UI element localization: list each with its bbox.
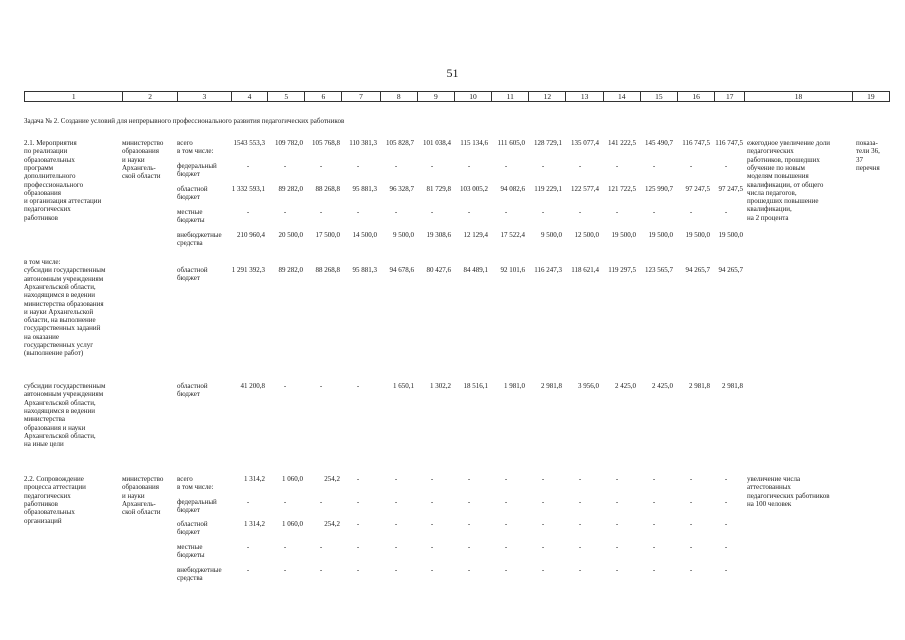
subsidy-name: субсидии государственным bbox=[24, 266, 106, 275]
header-col-2: 2 bbox=[123, 92, 177, 102]
subsidy-name: государственных заданий bbox=[24, 324, 101, 333]
value-cell: 121 722,5 bbox=[608, 185, 636, 193]
subsidy-name: министерства bbox=[24, 415, 65, 424]
value-cell: 20 500,0 bbox=[278, 231, 303, 239]
value-cell: 12 500,0 bbox=[574, 231, 599, 239]
measure-name: 2.1. Мероприятия bbox=[24, 139, 77, 147]
value-cell: - bbox=[615, 208, 619, 216]
value-cell: - bbox=[578, 208, 582, 216]
value-cell: 2 425,0 bbox=[652, 382, 673, 390]
funding-source-label: внебюджетные bbox=[177, 566, 222, 574]
value-cell: - bbox=[246, 162, 250, 170]
measure-name: по реализации bbox=[24, 147, 68, 156]
subsidy-name: находящимся в ведении bbox=[24, 406, 96, 415]
value-cell: - bbox=[578, 543, 582, 551]
value-cell: - bbox=[356, 475, 360, 483]
measure-name: образовательных bbox=[24, 155, 75, 164]
header-col-18: 18 bbox=[745, 92, 852, 102]
measure-name: процесса аттестации bbox=[24, 483, 86, 492]
value-cell: - bbox=[467, 566, 471, 574]
header-col-15: 15 bbox=[640, 92, 677, 102]
subsidy-name: министерства образования bbox=[24, 299, 104, 308]
value-cell: 109 782,0 bbox=[275, 139, 303, 147]
value-cell: - bbox=[689, 208, 693, 216]
value-cell: 116 247,3 bbox=[534, 266, 562, 274]
value-cell: - bbox=[356, 566, 360, 574]
value-cell: 96 328,7 bbox=[389, 185, 414, 193]
page-number: 51 bbox=[446, 66, 459, 80]
value-cell: - bbox=[689, 498, 693, 506]
header-col-12: 12 bbox=[529, 92, 566, 102]
value-cell: - bbox=[578, 520, 582, 528]
value-cell: 123 565,7 bbox=[645, 266, 673, 274]
value-cell: - bbox=[467, 208, 471, 216]
header-col-10: 10 bbox=[454, 92, 491, 102]
value-cell: 14 500,0 bbox=[352, 231, 377, 239]
value-cell: 1 314,2 bbox=[244, 520, 265, 528]
value-cell: - bbox=[394, 208, 398, 216]
subsidy-name: субсидии государственным bbox=[24, 382, 106, 390]
executor: министерство bbox=[122, 139, 164, 147]
value-cell: 94 265,7 bbox=[718, 266, 743, 274]
value-cell: 210 960,4 bbox=[237, 231, 265, 239]
header-col-11: 11 bbox=[492, 92, 529, 102]
value-cell: 19 500,0 bbox=[648, 231, 673, 239]
executor: Архангель- bbox=[122, 163, 156, 172]
value-cell: - bbox=[430, 208, 434, 216]
value-cell: - bbox=[430, 566, 434, 574]
funding-source-label: бюджет bbox=[177, 274, 200, 283]
executor: ской области bbox=[122, 508, 161, 517]
value-cell: - bbox=[283, 208, 287, 216]
executor: Архангель- bbox=[122, 499, 156, 508]
indicator-ref: 37 bbox=[856, 155, 863, 164]
value-cell: - bbox=[541, 520, 545, 528]
value-cell: 88 268,8 bbox=[315, 266, 340, 274]
subsidy-name: и науки Архангельской bbox=[24, 307, 94, 316]
subsidy-name: (выполнение работ) bbox=[24, 349, 84, 358]
value-cell: 97 247,5 bbox=[685, 185, 710, 193]
value-cell: - bbox=[430, 475, 434, 483]
expected-result: прошедших повышение bbox=[747, 197, 819, 206]
value-cell: - bbox=[652, 543, 656, 551]
funding-source-label: областной bbox=[177, 266, 208, 274]
value-cell: 81 729,8 bbox=[426, 185, 451, 193]
value-cell: - bbox=[283, 382, 287, 390]
value-cell: - bbox=[652, 566, 656, 574]
header-col-8: 8 bbox=[380, 92, 417, 102]
executor: министерство bbox=[122, 475, 164, 483]
measure-name: и организация аттестации bbox=[24, 197, 102, 206]
value-cell: - bbox=[689, 520, 693, 528]
value-cell: - bbox=[283, 566, 287, 574]
value-cell: - bbox=[394, 543, 398, 551]
value-cell: 135 077,4 bbox=[571, 139, 599, 147]
value-cell: - bbox=[467, 498, 471, 506]
measure-name: профессионального bbox=[24, 180, 84, 189]
expected-result: квалификации, от общего bbox=[747, 180, 824, 189]
funding-source-label: всего bbox=[177, 139, 193, 147]
value-cell: - bbox=[724, 162, 728, 170]
value-cell: - bbox=[578, 475, 582, 483]
value-cell: - bbox=[430, 543, 434, 551]
value-cell: 2 981,8 bbox=[689, 382, 710, 390]
subsidy-name: Архангельской области, bbox=[24, 282, 96, 291]
value-cell: - bbox=[319, 162, 323, 170]
value-cell: 118 621,4 bbox=[571, 266, 599, 274]
value-cell: 94 678,6 bbox=[389, 266, 414, 274]
value-cell: 103 005,2 bbox=[460, 185, 488, 193]
value-cell: - bbox=[504, 208, 508, 216]
value-cell: 145 490,7 bbox=[645, 139, 673, 147]
funding-source-label: в том числе: bbox=[177, 483, 214, 492]
value-cell: - bbox=[541, 498, 545, 506]
value-cell: - bbox=[504, 566, 508, 574]
funding-source-label: бюджеты bbox=[177, 216, 205, 225]
expected-result: на 2 процента bbox=[747, 213, 789, 222]
value-cell: - bbox=[724, 208, 728, 216]
value-cell: - bbox=[578, 566, 582, 574]
expected-result: числа педагогов, bbox=[747, 188, 797, 197]
value-cell: 1 332 593,1 bbox=[231, 185, 265, 193]
value-cell: - bbox=[467, 520, 471, 528]
subsidy-name: области, на выполнение bbox=[24, 316, 96, 325]
value-cell: 17 522,4 bbox=[500, 231, 525, 239]
value-cell: - bbox=[724, 520, 728, 528]
expected-result: аттестованных bbox=[747, 483, 791, 492]
funding-source-label: бюджет bbox=[177, 528, 200, 537]
value-cell: - bbox=[246, 498, 250, 506]
expected-result: педагогических bbox=[747, 147, 794, 156]
value-cell: - bbox=[319, 566, 323, 574]
funding-source-label: средства bbox=[177, 239, 203, 248]
indicator-ref: показа- bbox=[856, 139, 878, 147]
column-number-header bbox=[24, 91, 890, 102]
value-cell: - bbox=[356, 520, 360, 528]
value-cell: - bbox=[541, 475, 545, 483]
value-cell: 89 282,0 bbox=[278, 266, 303, 274]
value-cell: 1 060,0 bbox=[282, 475, 303, 483]
indicator-ref: перечня bbox=[856, 163, 880, 172]
executor: ской области bbox=[122, 172, 161, 181]
value-cell: - bbox=[467, 475, 471, 483]
value-cell: - bbox=[319, 208, 323, 216]
funding-source-label: бюджеты bbox=[177, 551, 205, 560]
measure-name: дополнительного bbox=[24, 172, 76, 181]
value-cell: - bbox=[541, 543, 545, 551]
value-cell: - bbox=[652, 208, 656, 216]
subsidy-name: Архангельской области, bbox=[24, 398, 96, 407]
funding-source-label: федеральный bbox=[177, 162, 217, 170]
value-cell: 119 229,1 bbox=[534, 185, 562, 193]
value-cell: - bbox=[246, 543, 250, 551]
header-col-1: 1 bbox=[25, 92, 123, 102]
value-cell: - bbox=[541, 566, 545, 574]
value-cell: 94 265,7 bbox=[685, 266, 710, 274]
expected-result: обучение по новым bbox=[747, 163, 805, 172]
value-cell: - bbox=[615, 520, 619, 528]
value-cell: 1 981,0 bbox=[504, 382, 525, 390]
funding-source-label: местные bbox=[177, 543, 203, 551]
value-cell: - bbox=[246, 208, 250, 216]
value-cell: - bbox=[356, 543, 360, 551]
value-cell: 97 247,5 bbox=[718, 185, 743, 193]
value-cell: 254,2 bbox=[324, 520, 340, 528]
measure-name: работников bbox=[24, 213, 58, 222]
value-cell: 2 425,0 bbox=[615, 382, 636, 390]
funding-source-label: бюджет bbox=[177, 506, 200, 515]
value-cell: - bbox=[430, 498, 434, 506]
funding-source-label: областной bbox=[177, 520, 208, 528]
value-cell: 19 500,0 bbox=[611, 231, 636, 239]
funding-source-label: внебюджетные bbox=[177, 231, 222, 239]
funding-source-label: местные bbox=[177, 208, 203, 216]
value-cell: 116 747,5 bbox=[682, 139, 710, 147]
value-cell: - bbox=[394, 498, 398, 506]
executor: и науки bbox=[122, 491, 145, 500]
header-col-16: 16 bbox=[678, 92, 715, 102]
expected-result: на 100 человек bbox=[747, 499, 792, 508]
measure-name: 2.2. Сопровождение bbox=[24, 475, 84, 483]
value-cell: - bbox=[319, 498, 323, 506]
value-cell: 141 222,5 bbox=[608, 139, 636, 147]
header-col-5: 5 bbox=[268, 92, 305, 102]
value-cell: - bbox=[319, 382, 323, 390]
value-cell: - bbox=[615, 162, 619, 170]
funding-source-label: в том числе: bbox=[177, 147, 214, 156]
value-cell: 92 101,6 bbox=[500, 266, 525, 274]
measure-name: образовательных bbox=[24, 508, 75, 517]
expected-result: увеличение числа bbox=[747, 475, 801, 483]
funding-source-label: областной bbox=[177, 382, 208, 390]
task-title: Задача № 2. Создание условий для непрерывного профессионального развития педагогических работников bbox=[24, 117, 345, 125]
value-cell: - bbox=[652, 162, 656, 170]
value-cell: 105 768,8 bbox=[312, 139, 340, 147]
measure-name: образования bbox=[24, 188, 61, 197]
expected-result: квалификации, bbox=[747, 205, 792, 214]
value-cell: - bbox=[467, 543, 471, 551]
measure-name: педагогических bbox=[24, 205, 71, 214]
value-cell: 101 038,4 bbox=[423, 139, 451, 147]
measure-name: работников bbox=[24, 499, 58, 508]
header-col-14: 14 bbox=[603, 92, 640, 102]
value-cell: 80 427,6 bbox=[426, 266, 451, 274]
value-cell: 17 500,0 bbox=[315, 231, 340, 239]
value-cell: - bbox=[724, 475, 728, 483]
value-cell: - bbox=[615, 543, 619, 551]
value-cell: 89 282,0 bbox=[278, 185, 303, 193]
value-cell: 19 500,0 bbox=[685, 231, 710, 239]
value-cell: - bbox=[652, 520, 656, 528]
executor: и науки bbox=[122, 155, 145, 164]
value-cell: - bbox=[615, 498, 619, 506]
funding-source-label: бюджет bbox=[177, 390, 200, 399]
value-cell: - bbox=[356, 498, 360, 506]
expected-result: работников, прошедших bbox=[747, 155, 820, 164]
value-cell: - bbox=[430, 520, 434, 528]
value-cell: - bbox=[504, 162, 508, 170]
value-cell: - bbox=[394, 520, 398, 528]
value-cell: - bbox=[541, 208, 545, 216]
value-cell: - bbox=[504, 498, 508, 506]
subsidy-name: находящимся в ведении bbox=[24, 291, 96, 300]
subsidy-name: автономным учреждениям bbox=[24, 274, 104, 283]
value-cell: - bbox=[394, 566, 398, 574]
executor: образования bbox=[122, 147, 159, 156]
value-cell: - bbox=[504, 475, 508, 483]
value-cell: 128 729,1 bbox=[534, 139, 562, 147]
value-cell: - bbox=[689, 543, 693, 551]
value-cell: - bbox=[578, 162, 582, 170]
value-cell: - bbox=[319, 543, 323, 551]
value-cell: - bbox=[724, 498, 728, 506]
value-cell: - bbox=[578, 498, 582, 506]
value-cell: 84 489,1 bbox=[463, 266, 488, 274]
value-cell: 88 268,8 bbox=[315, 185, 340, 193]
measure-name: программ bbox=[24, 163, 54, 172]
value-cell: - bbox=[394, 162, 398, 170]
subsidy-name: образования и науки bbox=[24, 423, 86, 432]
executor: образования bbox=[122, 483, 159, 492]
header-col-13: 13 bbox=[566, 92, 603, 102]
value-cell: 254,2 bbox=[324, 475, 340, 483]
subsidy-name: на иные цели bbox=[24, 440, 64, 449]
value-cell: - bbox=[689, 475, 693, 483]
value-cell: 95 881,3 bbox=[352, 266, 377, 274]
value-cell: 125 990,7 bbox=[645, 185, 673, 193]
value-cell: 1 314,2 bbox=[244, 475, 265, 483]
subsidy-name: государственных услуг bbox=[24, 341, 94, 349]
value-cell: - bbox=[652, 498, 656, 506]
value-cell: - bbox=[724, 566, 728, 574]
header-col-19: 19 bbox=[852, 92, 889, 102]
subsidy-name: на оказание bbox=[24, 332, 59, 341]
funding-source-label: средства bbox=[177, 574, 203, 583]
header-col-9: 9 bbox=[417, 92, 454, 102]
value-cell: 1543 553,3 bbox=[233, 139, 265, 147]
funding-source-label: федеральный bbox=[177, 498, 217, 506]
expected-result: моделям повышения bbox=[747, 172, 809, 181]
value-cell: 1 302,2 bbox=[430, 382, 451, 390]
funding-source-label: бюджет bbox=[177, 193, 200, 202]
value-cell: 9 500,0 bbox=[541, 231, 562, 239]
value-cell: - bbox=[394, 475, 398, 483]
value-cell: 119 297,5 bbox=[608, 266, 636, 274]
expected-result: ежегодное увеличение доли bbox=[747, 139, 830, 147]
value-cell: 110 381,3 bbox=[349, 139, 377, 147]
measure-name: организаций bbox=[24, 516, 62, 525]
value-cell: - bbox=[689, 566, 693, 574]
value-cell: 122 577,4 bbox=[571, 185, 599, 193]
value-cell: 18 516,1 bbox=[463, 382, 488, 390]
value-cell: - bbox=[724, 543, 728, 551]
indicator-ref: тели 36, bbox=[856, 147, 880, 156]
value-cell: - bbox=[541, 162, 545, 170]
header-col-6: 6 bbox=[305, 92, 342, 102]
value-cell: - bbox=[467, 162, 471, 170]
value-cell: 3 956,0 bbox=[578, 382, 599, 390]
value-cell: 9 500,0 bbox=[393, 231, 414, 239]
value-cell: 2 981,8 bbox=[541, 382, 562, 390]
value-cell: 95 881,3 bbox=[352, 185, 377, 193]
value-cell: - bbox=[356, 382, 360, 390]
funding-source-label: бюджет bbox=[177, 170, 200, 179]
value-cell: - bbox=[356, 162, 360, 170]
value-cell: 1 291 392,3 bbox=[231, 266, 265, 274]
funding-source-label: областной bbox=[177, 185, 208, 193]
value-cell: - bbox=[504, 543, 508, 551]
value-cell: - bbox=[430, 162, 434, 170]
value-cell: 19 500,0 bbox=[718, 231, 743, 239]
header-row bbox=[25, 92, 890, 102]
value-cell: - bbox=[356, 208, 360, 216]
value-cell: 19 308,6 bbox=[426, 231, 451, 239]
value-cell: - bbox=[615, 566, 619, 574]
value-cell: 105 828,7 bbox=[386, 139, 414, 147]
measure-name: педагогических bbox=[24, 491, 71, 500]
header-col-4: 4 bbox=[231, 92, 267, 102]
value-cell: - bbox=[246, 566, 250, 574]
value-cell: 1 650,1 bbox=[393, 382, 414, 390]
subsidy-name: в том числе: bbox=[24, 258, 61, 266]
value-cell: - bbox=[283, 543, 287, 551]
value-cell: 94 082,6 bbox=[500, 185, 525, 193]
value-cell: 2 981,8 bbox=[722, 382, 743, 390]
value-cell: - bbox=[283, 498, 287, 506]
header-col-3: 3 bbox=[177, 92, 231, 102]
value-cell: 12 129,4 bbox=[463, 231, 488, 239]
value-cell: 1 060,0 bbox=[282, 520, 303, 528]
value-cell: - bbox=[615, 475, 619, 483]
value-cell: - bbox=[283, 162, 287, 170]
subsidy-name: автономным учреждениям bbox=[24, 390, 104, 399]
value-cell: 41 200,8 bbox=[240, 382, 265, 390]
value-cell: - bbox=[689, 162, 693, 170]
value-cell: 115 134,6 bbox=[460, 139, 488, 147]
value-cell: - bbox=[652, 475, 656, 483]
expected-result: педагогических работников bbox=[747, 491, 830, 500]
value-cell: - bbox=[504, 520, 508, 528]
funding-source-label: всего bbox=[177, 475, 193, 483]
value-cell: 111 605,0 bbox=[497, 139, 525, 147]
header-col-17: 17 bbox=[715, 92, 745, 102]
header-col-7: 7 bbox=[342, 92, 380, 102]
value-cell: 116 747,5 bbox=[715, 139, 743, 147]
subsidy-name: Архангельской области, bbox=[24, 431, 96, 440]
